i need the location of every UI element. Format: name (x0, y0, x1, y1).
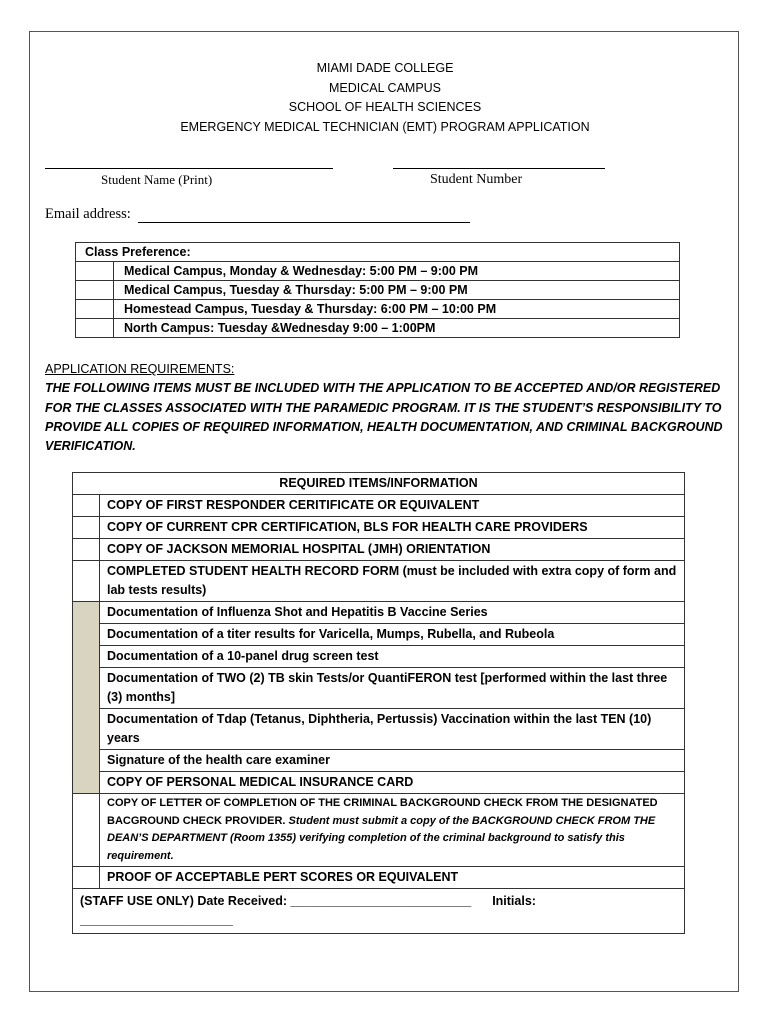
required-items-table (72, 472, 685, 934)
required-item-row (73, 495, 685, 517)
document-header (0, 59, 770, 137)
required-item-row (73, 561, 685, 602)
required-item-row (73, 709, 685, 750)
class-preference-table (75, 242, 680, 338)
header-school: SCHOOL OF HEALTH SCIENCES (288, 100, 482, 114)
required-item-row (73, 772, 685, 794)
header-campus: MEDICAL CAMPUS (328, 80, 442, 95)
class-option-label: North Campus: Tuesday &Wednesday 9:00 – 1:00PM (114, 319, 680, 338)
required-item-label: Documentation of Influenza Shot and Hepatitis B Vaccine Series (100, 602, 685, 624)
background-check-item (100, 794, 685, 867)
student-name-label: Student Name (Print) (101, 172, 213, 187)
email-field[interactable] (138, 222, 470, 223)
required-item-label: Documentation of a 10-panel drug screen test (100, 646, 685, 668)
required-item-row (73, 668, 685, 709)
required-table-title: REQUIRED ITEMS/INFORMATION (73, 473, 685, 495)
class-option-label: Medical Campus, Monday & Wednesday: 5:00 PM – 9:00 PM (114, 262, 680, 281)
required-item-label: COMPLETED STUDENT HEALTH RECORD FORM (must be included with extra copy of form and lab tests results) (100, 561, 685, 602)
class-option-checkbox[interactable] (76, 262, 114, 281)
staff-use-cell (73, 889, 685, 934)
class-option-label: Homestead Campus, Tuesday & Thursday: 6:00 PM – 10:00 PM (114, 300, 680, 319)
required-item-label: COPY OF PERSONAL MEDICAL INSURANCE CARD (100, 772, 685, 794)
required-item-row (73, 794, 685, 867)
class-option-row (76, 300, 680, 319)
required-item-checkbox[interactable] (73, 561, 100, 602)
health-items-shaded-cell (73, 602, 100, 794)
staff-date-received[interactable]: (STAFF USE ONLY) Date Received: __________________________ (80, 894, 472, 908)
staff-initials-label: Initials: (492, 894, 536, 908)
class-option-row (76, 319, 680, 338)
required-item-label: COPY OF FIRST RESPONDER CERITIFICATE OR EQUIVALENT (100, 495, 685, 517)
class-option-label: Medical Campus, Tuesday & Thursday: 5:00 PM – 9:00 PM (114, 281, 680, 300)
staff-initials-field[interactable]: ______________________ (80, 913, 233, 927)
staff-use-row (73, 889, 685, 934)
required-item-label: Documentation of a titer results for Varicella, Mumps, Rubella, and Rubeola (100, 624, 685, 646)
student-number-field[interactable] (393, 168, 605, 169)
class-preference-title: Class Preference: (76, 243, 680, 262)
required-item-checkbox[interactable] (73, 495, 100, 517)
required-item-checkbox[interactable] (73, 794, 100, 867)
required-item-row (73, 867, 685, 889)
requirements-heading: APPLICATION REQUIREMENTS: (45, 362, 235, 376)
required-item-row (73, 602, 685, 624)
required-item-label: COPY OF CURRENT CPR CERTIFICATION, BLS FOR HEALTH CARE PROVIDERS (100, 517, 685, 539)
required-item-row (73, 517, 685, 539)
background-check-main: COPY OF LETTER OF COMPLETION OF THE CRIMINAL BACKGROUND CHECK FROM THE DESIGNATED BACGROUND CHECK PROVIDER. (107, 797, 658, 827)
required-item-row (73, 646, 685, 668)
required-item-label: Documentation of TWO (2) TB skin Tests/or QuantiFERON test [performed within the last three (3) months] (100, 668, 685, 709)
student-number-label: Student Number (430, 172, 523, 187)
requirements-body: THE FOLLOWING ITEMS MUST BE INCLUDED WITH THE APPLICATION TO BE ACCEPTED AND/OR REGISTERED FOR THE CLASSES ASSOCIATED WITH THE PARAMEDIC PROGRAM. IT IS THE STUDENT’S RESPONSIBILITY TO PROVIDE ALL COPIES OF REQUIRED INFORMATION, HEALTH DOCUMENTATION, AND CRIMINAL BACKGROUND VERIFICATION. (45, 381, 723, 454)
student-name-field[interactable] (45, 168, 333, 169)
header-title: EMERGENCY MEDICAL TECHNICIAN (EMT) PROGRAM APPLICATION (180, 119, 590, 134)
required-item-label: COPY OF JACKSON MEMORIAL HOSPITAL (JMH) ORIENTATION (100, 539, 685, 561)
required-item-label: PROOF OF ACCEPTABLE PERT SCORES OR EQUIVALENT (100, 867, 685, 889)
class-option-row (76, 262, 680, 281)
required-item-row (73, 750, 685, 772)
required-item-checkbox[interactable] (73, 539, 100, 561)
application-requirements (45, 360, 735, 456)
email-label: Email address: (45, 206, 131, 222)
required-item-label: Documentation of Tdap (Tetanus, Diphtheria, Pertussis) Vaccination within the last TEN (10) years (100, 709, 685, 750)
required-item-checkbox[interactable] (73, 517, 100, 539)
required-item-label: Signature of the health care examiner (100, 750, 685, 772)
required-item-row (73, 624, 685, 646)
class-option-row (76, 281, 680, 300)
class-option-checkbox[interactable] (76, 281, 114, 300)
required-item-row (73, 539, 685, 561)
required-item-checkbox[interactable] (73, 867, 100, 889)
background-check-note: Student must submit a copy of the BACKGROUND CHECK FROM THE DEAN’S DEPARTMENT (Room 1355) verifying completion of the criminal background to satisfy this requirement. (107, 814, 656, 862)
header-college: MIAMI DADE COLLEGE (316, 61, 454, 75)
class-option-checkbox[interactable] (76, 319, 114, 338)
class-option-checkbox[interactable] (76, 300, 114, 319)
